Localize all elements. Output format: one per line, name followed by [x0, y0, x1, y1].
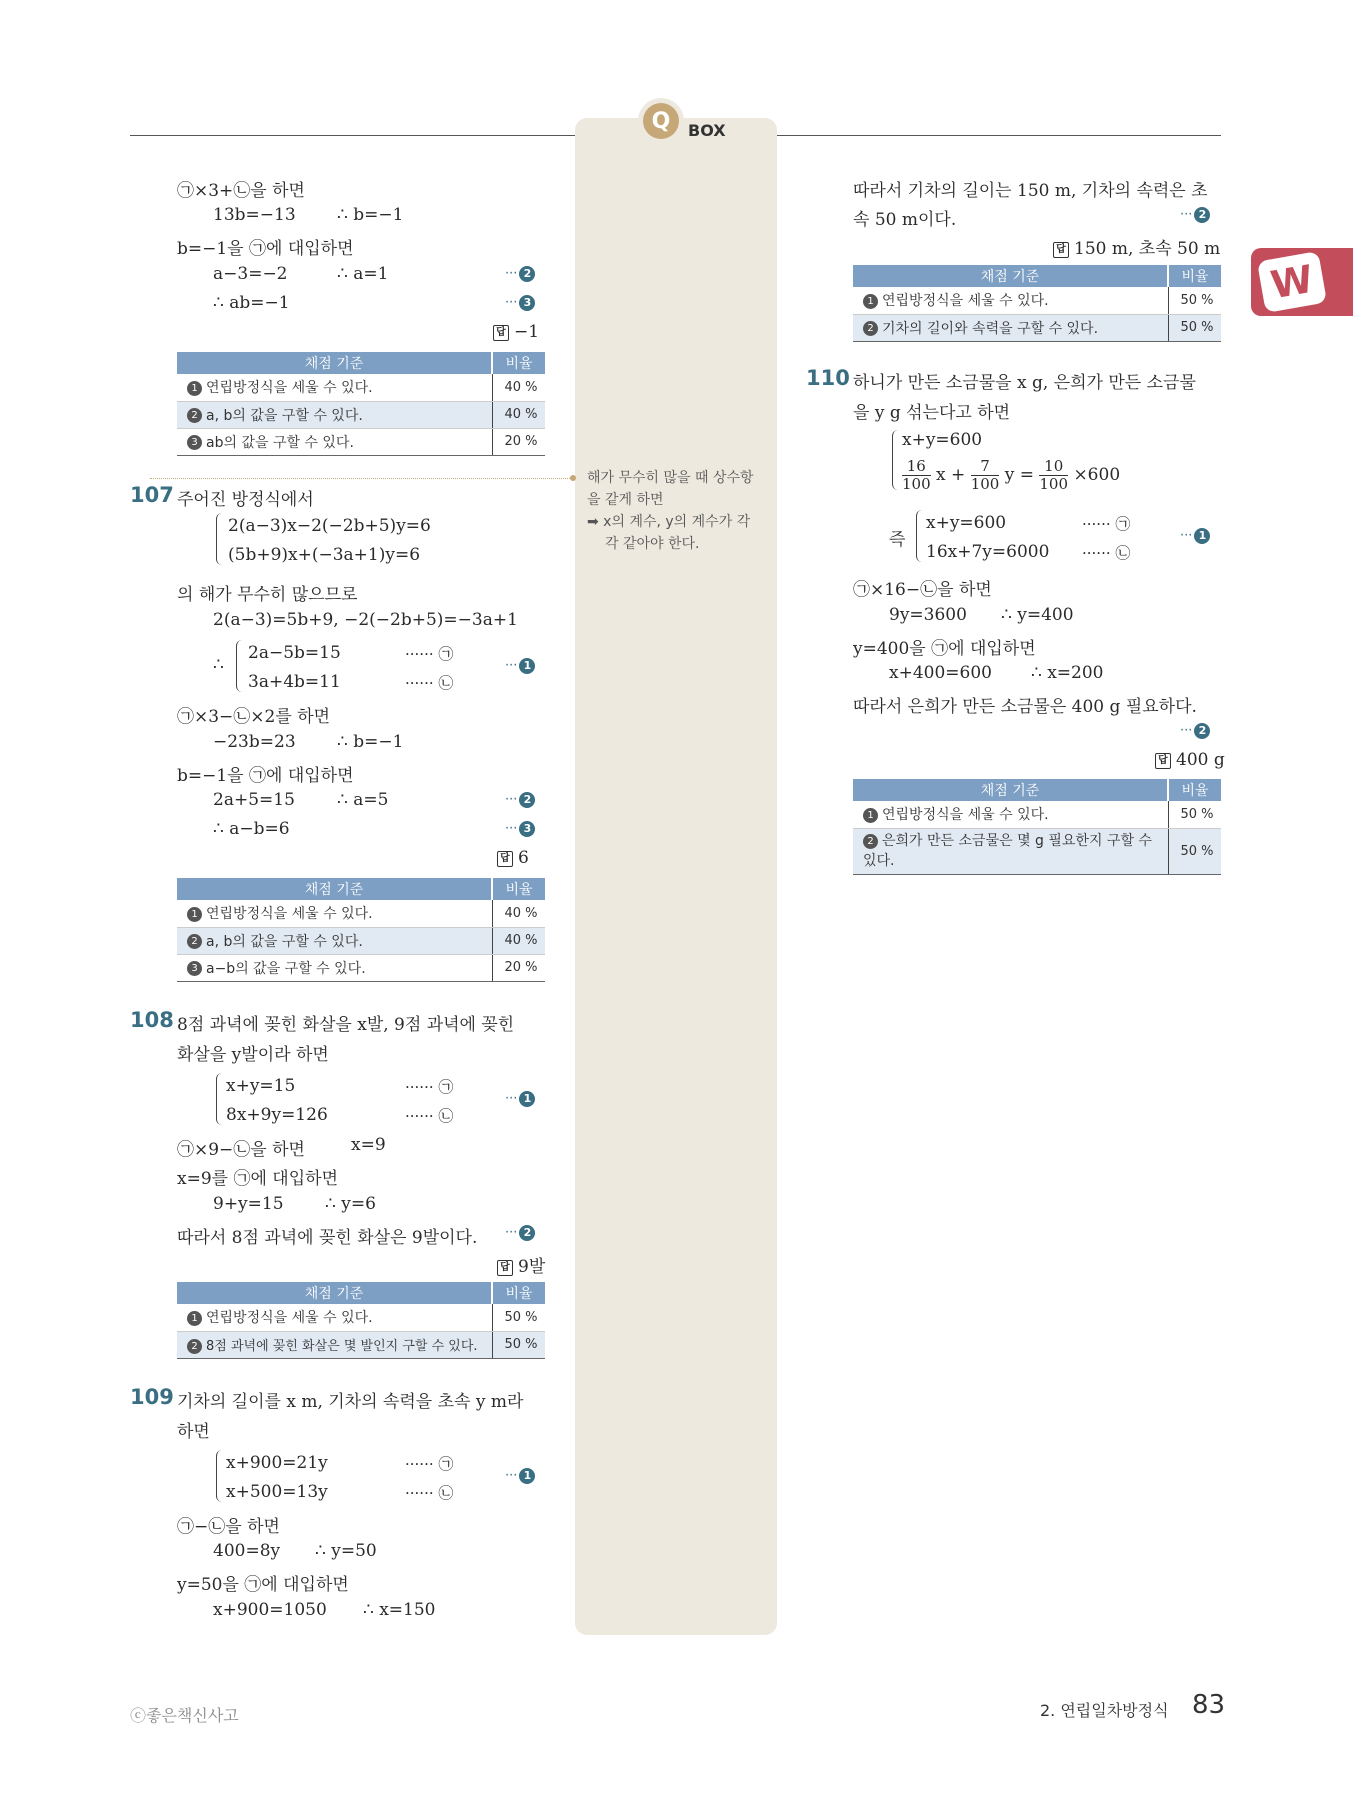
- table-header: 채점 기준: [853, 265, 1168, 287]
- table-row: 1 연립방정식을 세울 수 있다. 40 %: [177, 374, 545, 401]
- solution-line: x+y=15: [226, 1076, 296, 1096]
- solution-line: 2a+5=15: [213, 790, 295, 810]
- dotted-connector: [150, 478, 570, 479]
- fraction-equation: $\frac{16}{100}$ x + $\frac{7}{100}$ y = $\frac{10}{100}$ ×600: [902, 457, 1121, 493]
- solution-line: ∴ ab=−1: [213, 293, 290, 313]
- solution-line: 즉: [889, 530, 906, 550]
- step-marker-1: ··· 1: [505, 1468, 535, 1484]
- solution-line: ∴ y=6: [325, 1194, 376, 1214]
- solution-line: 속 50 m이다.: [853, 210, 957, 230]
- solution-line: −23b=23: [213, 732, 296, 752]
- step-marker-2: ··· 2: [505, 1225, 535, 1241]
- step-marker-2: ··· 2: [1180, 723, 1210, 739]
- solution-line: 2(a−3)=5b+9, −2(−2b+5)=−3a+1: [213, 610, 518, 630]
- solution-line: ㉠×16−㉡을 하면: [853, 580, 992, 600]
- solution-line: ∴ y=50: [315, 1541, 377, 1561]
- solution-line: 하면: [177, 1422, 210, 1442]
- answer: 답 −1: [493, 322, 539, 342]
- table-row: 1 연립방정식을 세울 수 있다. 50 %: [853, 287, 1221, 314]
- table-header: 채점 기준: [177, 352, 492, 374]
- fraction: $\frac{10}{100}$: [1039, 457, 1069, 493]
- solution-line: x+900=21y: [226, 1453, 328, 1473]
- solution-line: 8점 과녁에 꽂힌 화살을 x발, 9점 과녁에 꽂힌: [177, 1015, 515, 1035]
- qbox-logo-icon: Q: [638, 98, 684, 144]
- grading-table: [177, 1282, 545, 1359]
- solution-line: ∴ a=5: [337, 790, 389, 810]
- therefore-sign: ∴: [213, 655, 224, 675]
- table-row: 1 연립방정식을 세울 수 있다. 50 %: [177, 1304, 545, 1331]
- table-row: 3 a−b의 값을 구할 수 있다. 20 %: [177, 954, 545, 981]
- equation-tag: ······ ㉠: [405, 1455, 454, 1473]
- answer-icon: 답: [1053, 242, 1069, 258]
- solution-line: ㉠×3−㉡×2를 하면: [177, 707, 331, 727]
- answer: 답 6: [497, 848, 529, 868]
- page-number: 83: [1192, 1690, 1226, 1720]
- table-header: 비율: [1168, 779, 1221, 801]
- table-header: 비율: [492, 878, 545, 900]
- step-marker-1: ··· 1: [505, 658, 535, 674]
- solution-line: 따라서 8점 과녁에 꽂힌 화살은 9발이다.: [177, 1228, 478, 1248]
- solution-line: 2(a−3)x−2(−2b+5)y=6: [228, 516, 431, 536]
- problem-number: 110: [806, 366, 850, 390]
- table-row: 2 은희가 만든 소금물은 몇 g 필요한지 구할 수 있다. 50 %: [853, 828, 1221, 874]
- solution-line: x+y=600: [902, 430, 983, 450]
- solution-line: x+500=13y: [226, 1482, 328, 1502]
- system-brace: [892, 430, 898, 490]
- solution-line: 의 해가 무수히 많으므로: [177, 585, 358, 605]
- fraction: $\frac{16}{100}$: [902, 457, 931, 493]
- answer-icon: 답: [497, 851, 513, 867]
- solution-line: 9+y=15: [213, 1194, 284, 1214]
- qbox-note-line: 을 같게 하면: [587, 492, 664, 508]
- grading-table: [853, 779, 1221, 875]
- solution-line: y=50을 ㉠에 대입하면: [177, 1575, 349, 1595]
- table-row: 2 8점 과녁에 꽂힌 화살은 몇 발인지 구할 수 있다. 50 %: [177, 1331, 545, 1358]
- equation-tag: ······ ㉠: [1082, 515, 1131, 533]
- answer-icon: 답: [493, 325, 509, 341]
- qbox-title: BOX: [688, 121, 726, 140]
- solution-line: x=9를 ㉠에 대입하면: [177, 1169, 338, 1189]
- solution-line: y=400을 ㉠에 대입하면: [853, 639, 1036, 659]
- answer: 답 150 m, 초속 50 m: [1053, 234, 1220, 259]
- table-header: 비율: [492, 352, 545, 374]
- step-marker-2: ··· 2: [505, 266, 535, 282]
- solution-line: ∴ b=−1: [337, 205, 404, 225]
- solution-line: 16x+7y=6000: [926, 542, 1050, 562]
- connector-dot: [570, 475, 576, 481]
- solution-line: ∴ x=150: [363, 1600, 436, 1620]
- solution-line: ㉠×3+㉡을 하면: [177, 181, 305, 201]
- step-marker-3: ··· 3: [505, 295, 535, 311]
- grading-table: [853, 265, 1221, 342]
- grading-table: [177, 878, 545, 982]
- equation-tag: ······ ㉡: [1082, 544, 1131, 562]
- step-marker-1: ··· 1: [1180, 528, 1210, 544]
- equation-tag: ······ ㉡: [405, 1484, 454, 1502]
- solution-line: x=9: [351, 1135, 386, 1155]
- solution-line: 따라서 은희가 만든 소금물은 400 g 필요하다.: [853, 697, 1197, 717]
- equation-tag: ······ ㉡: [405, 1107, 454, 1125]
- qbox-note-line: ➡ x의 계수, y의 계수가 각: [587, 514, 751, 530]
- table-header: 채점 기준: [177, 1282, 492, 1304]
- system-brace: [216, 1073, 222, 1125]
- problem-number: 107: [130, 483, 174, 507]
- solution-line: ㉠×9−㉡을 하면: [177, 1140, 305, 1160]
- table-row: 1 연립방정식을 세울 수 있다. 40 %: [177, 900, 545, 927]
- table-header: 비율: [1168, 265, 1221, 287]
- step-marker-2: ··· 2: [505, 792, 535, 808]
- problem-number: 109: [130, 1385, 174, 1409]
- solution-line: b=−1을 ㉠에 대입하면: [177, 239, 354, 259]
- equation-tag: ······ ㉠: [405, 645, 454, 663]
- solution-line: x+900=1050: [213, 1600, 327, 1620]
- solution-line: 3a+4b=11: [248, 672, 341, 692]
- solution-line: 8x+9y=126: [226, 1105, 328, 1125]
- chapter-title: 2. 연립일차방정식: [1040, 1701, 1169, 1720]
- solution-line: x+400=600: [889, 663, 992, 683]
- fraction: $\frac{7}{100}$: [970, 457, 1000, 493]
- solution-line: 13b=−13: [213, 205, 296, 225]
- answer-icon: 답: [497, 1260, 513, 1276]
- table-row: 2 a, b의 값을 구할 수 있다. 40 %: [177, 927, 545, 954]
- step-marker-3: ··· 3: [505, 821, 535, 837]
- equation-tag: ······ ㉡: [405, 674, 454, 692]
- solution-line: ∴ b=−1: [337, 732, 404, 752]
- step-marker-1: ··· 1: [505, 1091, 535, 1107]
- solution-line: 400=8y: [213, 1541, 281, 1561]
- solution-line: 주어진 방정식에서: [177, 490, 314, 510]
- system-brace: [236, 640, 242, 692]
- solution-line: 기차의 길이를 x m, 기차의 속력을 초속 y m라: [177, 1392, 524, 1412]
- solution-line: 하니가 만든 소금물을 x g, 은희가 만든 소금물: [853, 373, 1196, 393]
- copyright: ⓒ좋은책신사고: [130, 1706, 239, 1725]
- table-row: 2 a, b의 값을 구할 수 있다. 40 %: [177, 401, 545, 428]
- problem-number: 108: [130, 1008, 174, 1032]
- solution-line: ∴ a−b=6: [213, 819, 290, 839]
- table-header: 채점 기준: [853, 779, 1168, 801]
- solution-line: 을 y g 섞는다고 하면: [853, 403, 1011, 423]
- system-brace: [216, 1450, 222, 1502]
- qbox-note-line: 각 같아야 한다.: [605, 536, 700, 552]
- solution-line: (5b+9)x+(−3a+1)y=6: [228, 545, 421, 565]
- solution-line: 화살을 y발이라 하면: [177, 1045, 329, 1065]
- step-marker-2: ··· 2: [1180, 207, 1210, 223]
- table-header: 채점 기준: [177, 878, 492, 900]
- section-tab: [1251, 248, 1353, 316]
- grading-table: [177, 352, 545, 456]
- solution-line: ㉠−㉡을 하면: [177, 1517, 280, 1537]
- solution-line: a−3=−2: [213, 264, 288, 284]
- answer: 답 400 g: [1155, 750, 1225, 770]
- table-row: 1 연립방정식을 세울 수 있다. 50 %: [853, 801, 1221, 828]
- solution-line: 2a−5b=15: [248, 643, 341, 663]
- answer: 답 9발: [497, 1252, 545, 1277]
- solution-line: b=−1을 ㉠에 대입하면: [177, 766, 354, 786]
- table-row: 3 ab의 값을 구할 수 있다. 20 %: [177, 428, 545, 455]
- w-logo-icon: W: [1257, 251, 1327, 313]
- equation-tag: ······ ㉠: [405, 1078, 454, 1096]
- qbox-sidebar: [575, 118, 777, 1635]
- qbox-note: [587, 467, 772, 555]
- solution-line: 따라서 기차의 길이는 150 m, 기차의 속력은 초: [853, 181, 1208, 201]
- solution-line: 9y=3600: [889, 605, 967, 625]
- system-brace: [916, 510, 922, 562]
- solution-line: ∴ a=1: [337, 264, 389, 284]
- answer-icon: 답: [1155, 753, 1171, 769]
- table-header: 비율: [492, 1282, 545, 1304]
- table-row: 2 기차의 길이와 속력을 구할 수 있다. 50 %: [853, 314, 1221, 341]
- solution-line: x+y=600: [926, 513, 1007, 533]
- solution-line: ∴ y=400: [1001, 605, 1074, 625]
- qbox-note-line: 해가 무수히 많을 때 상수항: [587, 470, 754, 486]
- top-rule-left: [130, 135, 575, 136]
- solution-line: ∴ x=200: [1031, 663, 1104, 683]
- system-brace: [216, 513, 222, 565]
- top-rule-right: [777, 135, 1221, 136]
